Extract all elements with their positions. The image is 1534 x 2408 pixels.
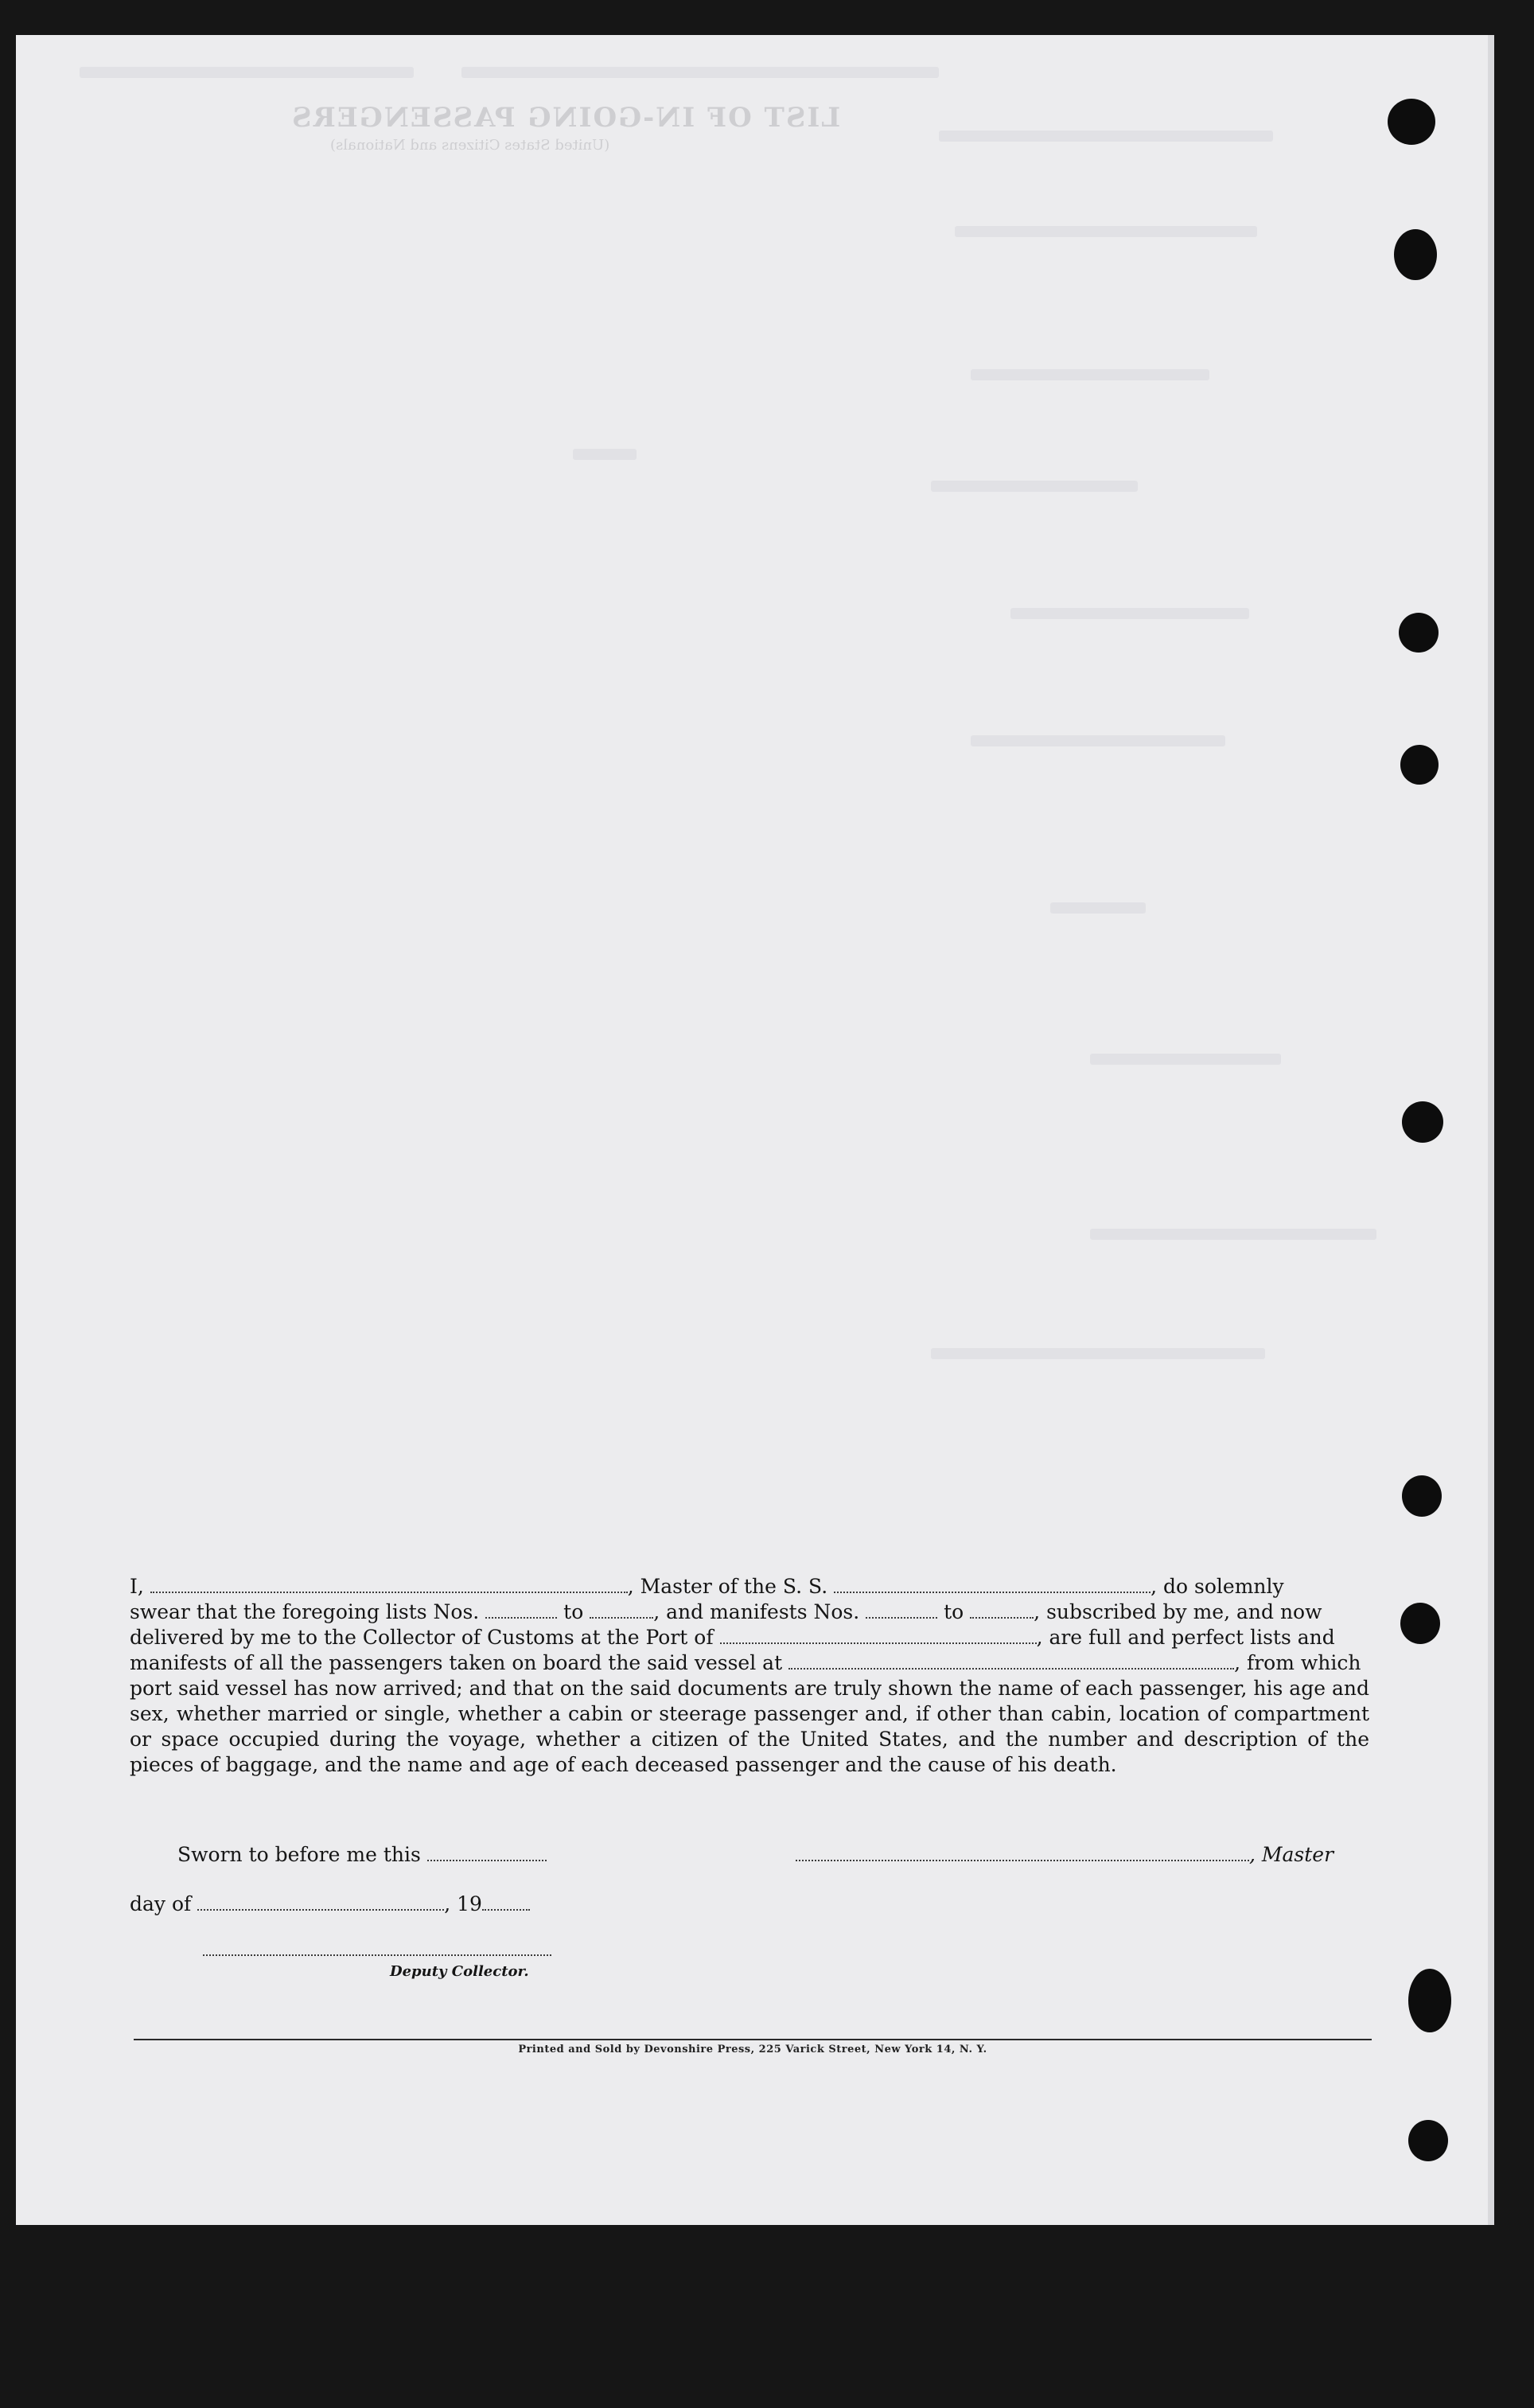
document-page <box>16 35 1494 2225</box>
oath-to-2: to <box>944 1600 964 1623</box>
punch-hole <box>1400 1603 1440 1644</box>
departure-port-blank <box>788 1654 1234 1670</box>
oath-to-1: to <box>563 1600 584 1623</box>
month-blank <box>197 1895 444 1911</box>
lists-to-blank <box>590 1603 653 1619</box>
sworn-day-blank <box>427 1845 547 1861</box>
printer-imprint: Printed and Sold by Devonshire Press, 225 Varick Street, New York 14, N. Y. <box>518 2044 987 2055</box>
year-blank <box>482 1895 530 1911</box>
bleed-through-title: LIST OF IN-GOING PASSENGERS <box>290 102 841 134</box>
vessel-name-blank <box>834 1577 1150 1593</box>
day-line <box>130 1892 530 1915</box>
deputy-collector-label: Deputy Collector. <box>390 1963 529 1980</box>
master-name-blank <box>150 1577 628 1593</box>
punch-hole <box>1408 1969 1451 2032</box>
bleed-through-subtitle: (United States Citizens and Nationals) <box>330 137 610 154</box>
sworn-line <box>177 1843 547 1866</box>
oath-full: , are full and perfect lists and <box>1036 1626 1335 1649</box>
manifests-from-blank <box>866 1603 937 1619</box>
year-text: , 19 <box>444 1892 482 1915</box>
oath-body: port said vessel has now arrived; and that on the said documents are truly shown the name of each passenger, his age and sex, whether married or single, whether a cabin or steerage passenger and, if other than cabin, location of compartment or space occupied during the voyage, whether a citizen of the United States, and the number and description of the pieces of baggage, and the name and age of each deceased passenger and the cause of his death. <box>130 1677 1369 1776</box>
oath-from-which: , from which <box>1234 1651 1361 1674</box>
punch-hole <box>1408 2120 1448 2161</box>
oath-delivered: delivered by me to the Collector of Customs at the Port of <box>130 1626 714 1649</box>
oath-i: I, <box>130 1575 144 1598</box>
oath-paragraph <box>130 1574 1369 1778</box>
punch-hole <box>1402 1475 1442 1517</box>
bleed-through-rows <box>16 35 1432 1348</box>
sworn-text: Sworn to before me this <box>177 1843 421 1866</box>
master-label: , Master <box>1249 1843 1334 1866</box>
punch-hole <box>1399 613 1439 653</box>
punch-hole <box>1394 229 1437 280</box>
port-blank <box>720 1628 1037 1644</box>
punch-hole <box>1402 1101 1443 1143</box>
oath-solemnly: , do solemnly <box>1150 1575 1284 1598</box>
oath-manifests: , and manifests Nos. <box>653 1600 860 1623</box>
punch-hole <box>1388 99 1435 145</box>
oath-subscribed: , subscribed by me, and now <box>1034 1600 1322 1623</box>
deputy-signature-blank <box>203 1954 551 1956</box>
punch-hole <box>1400 745 1439 785</box>
oath-master-of: , Master of the S. S. <box>627 1575 828 1598</box>
manifests-to-blank <box>970 1603 1034 1619</box>
master-signature-line <box>796 1843 1333 1866</box>
day-of-text: day of <box>130 1892 192 1915</box>
oath-manifests-all: manifests of all the passengers taken on board the said vessel at <box>130 1651 783 1674</box>
lists-from-blank <box>485 1603 557 1619</box>
footer-rule <box>134 2039 1372 2040</box>
master-signature-blank <box>796 1845 1249 1861</box>
oath-swear: swear that the foregoing lists Nos. <box>130 1600 480 1623</box>
